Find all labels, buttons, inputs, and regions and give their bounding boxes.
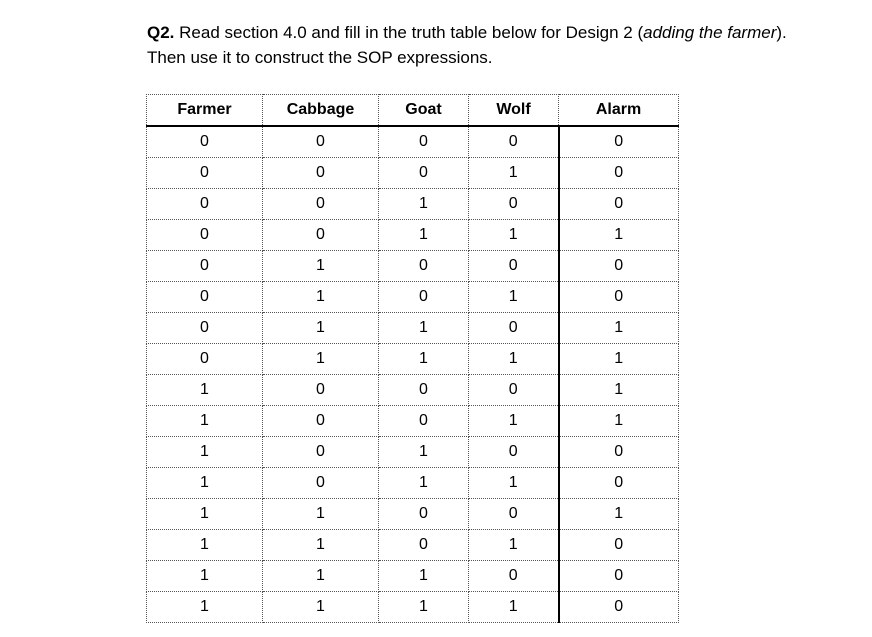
cell-goat[interactable]: 1: [379, 468, 469, 499]
table-row: [147, 189, 679, 220]
cell-alarm[interactable]: 0: [559, 530, 679, 561]
cell-cabbage[interactable]: 1: [263, 530, 379, 561]
header-cabbage: Cabbage: [263, 95, 379, 127]
question-line-1: [147, 20, 862, 45]
table-row: [147, 499, 679, 530]
cell-farmer[interactable]: 1: [147, 530, 263, 561]
cell-farmer[interactable]: 1: [147, 437, 263, 468]
cell-cabbage[interactable]: 1: [263, 282, 379, 313]
cell-goat[interactable]: 0: [379, 375, 469, 406]
cell-cabbage[interactable]: 0: [263, 189, 379, 220]
cell-wolf[interactable]: 0: [469, 561, 559, 592]
cell-wolf[interactable]: 1: [469, 344, 559, 375]
cell-wolf[interactable]: 0: [469, 437, 559, 468]
cell-alarm[interactable]: 0: [559, 282, 679, 313]
cell-goat[interactable]: 1: [379, 189, 469, 220]
cell-goat[interactable]: 0: [379, 251, 469, 282]
cell-goat[interactable]: 1: [379, 561, 469, 592]
cell-farmer[interactable]: 0: [147, 220, 263, 251]
cell-cabbage[interactable]: 0: [263, 158, 379, 189]
table-header-row: [147, 95, 679, 127]
cell-alarm[interactable]: 0: [559, 561, 679, 592]
cell-goat[interactable]: 1: [379, 592, 469, 623]
cell-cabbage[interactable]: 1: [263, 499, 379, 530]
cell-alarm[interactable]: 0: [559, 126, 679, 158]
cell-wolf[interactable]: 1: [469, 158, 559, 189]
cell-cabbage[interactable]: 1: [263, 592, 379, 623]
cell-cabbage[interactable]: 0: [263, 406, 379, 437]
cell-goat[interactable]: 1: [379, 344, 469, 375]
table-row: [147, 126, 679, 158]
cell-cabbage[interactable]: 0: [263, 220, 379, 251]
table-row: [147, 530, 679, 561]
table-row: [147, 344, 679, 375]
cell-wolf[interactable]: 0: [469, 189, 559, 220]
cell-alarm[interactable]: 0: [559, 468, 679, 499]
cell-goat[interactable]: 1: [379, 220, 469, 251]
cell-cabbage[interactable]: 1: [263, 561, 379, 592]
cell-alarm[interactable]: 0: [559, 437, 679, 468]
question-text-after: ).: [776, 23, 787, 42]
cell-farmer[interactable]: 0: [147, 282, 263, 313]
question-number: Q2.: [147, 23, 175, 42]
cell-goat[interactable]: 0: [379, 282, 469, 313]
cell-farmer[interactable]: 1: [147, 468, 263, 499]
header-farmer: Farmer: [147, 95, 263, 127]
header-wolf: Wolf: [469, 95, 559, 127]
cell-alarm[interactable]: 1: [559, 220, 679, 251]
cell-wolf[interactable]: 1: [469, 530, 559, 561]
cell-wolf[interactable]: 1: [469, 220, 559, 251]
cell-farmer[interactable]: 0: [147, 158, 263, 189]
cell-farmer[interactable]: 0: [147, 189, 263, 220]
cell-alarm[interactable]: 1: [559, 313, 679, 344]
question-text: [147, 20, 862, 70]
cell-cabbage[interactable]: 1: [263, 344, 379, 375]
question-line-2: Then use it to construct the SOP expressions.: [147, 48, 493, 67]
cell-alarm[interactable]: 1: [559, 499, 679, 530]
table-row: [147, 406, 679, 437]
table-row: [147, 220, 679, 251]
cell-farmer[interactable]: 1: [147, 375, 263, 406]
table-row: [147, 282, 679, 313]
cell-goat[interactable]: 0: [379, 126, 469, 158]
header-goat: Goat: [379, 95, 469, 127]
cell-cabbage[interactable]: 1: [263, 251, 379, 282]
cell-farmer[interactable]: 0: [147, 251, 263, 282]
cell-goat[interactable]: 0: [379, 406, 469, 437]
cell-cabbage[interactable]: 0: [263, 375, 379, 406]
table-row: [147, 251, 679, 282]
cell-wolf[interactable]: 0: [469, 375, 559, 406]
cell-wolf[interactable]: 1: [469, 282, 559, 313]
cell-wolf[interactable]: 1: [469, 592, 559, 623]
cell-wolf[interactable]: 0: [469, 251, 559, 282]
cell-goat[interactable]: 0: [379, 158, 469, 189]
cell-wolf[interactable]: 0: [469, 126, 559, 158]
table-row: [147, 158, 679, 189]
cell-alarm[interactable]: 0: [559, 251, 679, 282]
table-row: [147, 592, 679, 623]
cell-wolf[interactable]: 1: [469, 468, 559, 499]
cell-farmer[interactable]: 1: [147, 561, 263, 592]
cell-goat[interactable]: 0: [379, 499, 469, 530]
cell-farmer[interactable]: 0: [147, 313, 263, 344]
cell-goat[interactable]: 0: [379, 530, 469, 561]
cell-farmer[interactable]: 0: [147, 344, 263, 375]
header-alarm: Alarm: [559, 95, 679, 127]
cell-wolf[interactable]: 1: [469, 406, 559, 437]
question-italic-text: adding the farmer: [643, 23, 777, 42]
cell-cabbage[interactable]: 1: [263, 313, 379, 344]
cell-goat[interactable]: 1: [379, 313, 469, 344]
cell-alarm[interactable]: 1: [559, 344, 679, 375]
cell-wolf[interactable]: 0: [469, 313, 559, 344]
cell-farmer[interactable]: 0: [147, 126, 263, 158]
cell-farmer[interactable]: 1: [147, 592, 263, 623]
cell-goat[interactable]: 1: [379, 437, 469, 468]
cell-cabbage[interactable]: 0: [263, 468, 379, 499]
cell-alarm[interactable]: 1: [559, 375, 679, 406]
cell-alarm[interactable]: 0: [559, 189, 679, 220]
cell-cabbage[interactable]: 0: [263, 437, 379, 468]
table-row: [147, 375, 679, 406]
table-row: [147, 468, 679, 499]
cell-wolf[interactable]: 0: [469, 499, 559, 530]
table-row: [147, 437, 679, 468]
truth-table-body: [147, 126, 679, 623]
cell-alarm[interactable]: 1: [559, 406, 679, 437]
truth-table: [146, 94, 679, 623]
table-row: [147, 313, 679, 344]
table-row: [147, 561, 679, 592]
cell-alarm[interactable]: 0: [559, 158, 679, 189]
question-text-before: Read section 4.0 and fill in the truth table below for Design 2 (: [174, 23, 644, 42]
cell-alarm[interactable]: 0: [559, 592, 679, 623]
cell-cabbage[interactable]: 0: [263, 126, 379, 158]
cell-farmer[interactable]: 1: [147, 406, 263, 437]
cell-farmer[interactable]: 1: [147, 499, 263, 530]
